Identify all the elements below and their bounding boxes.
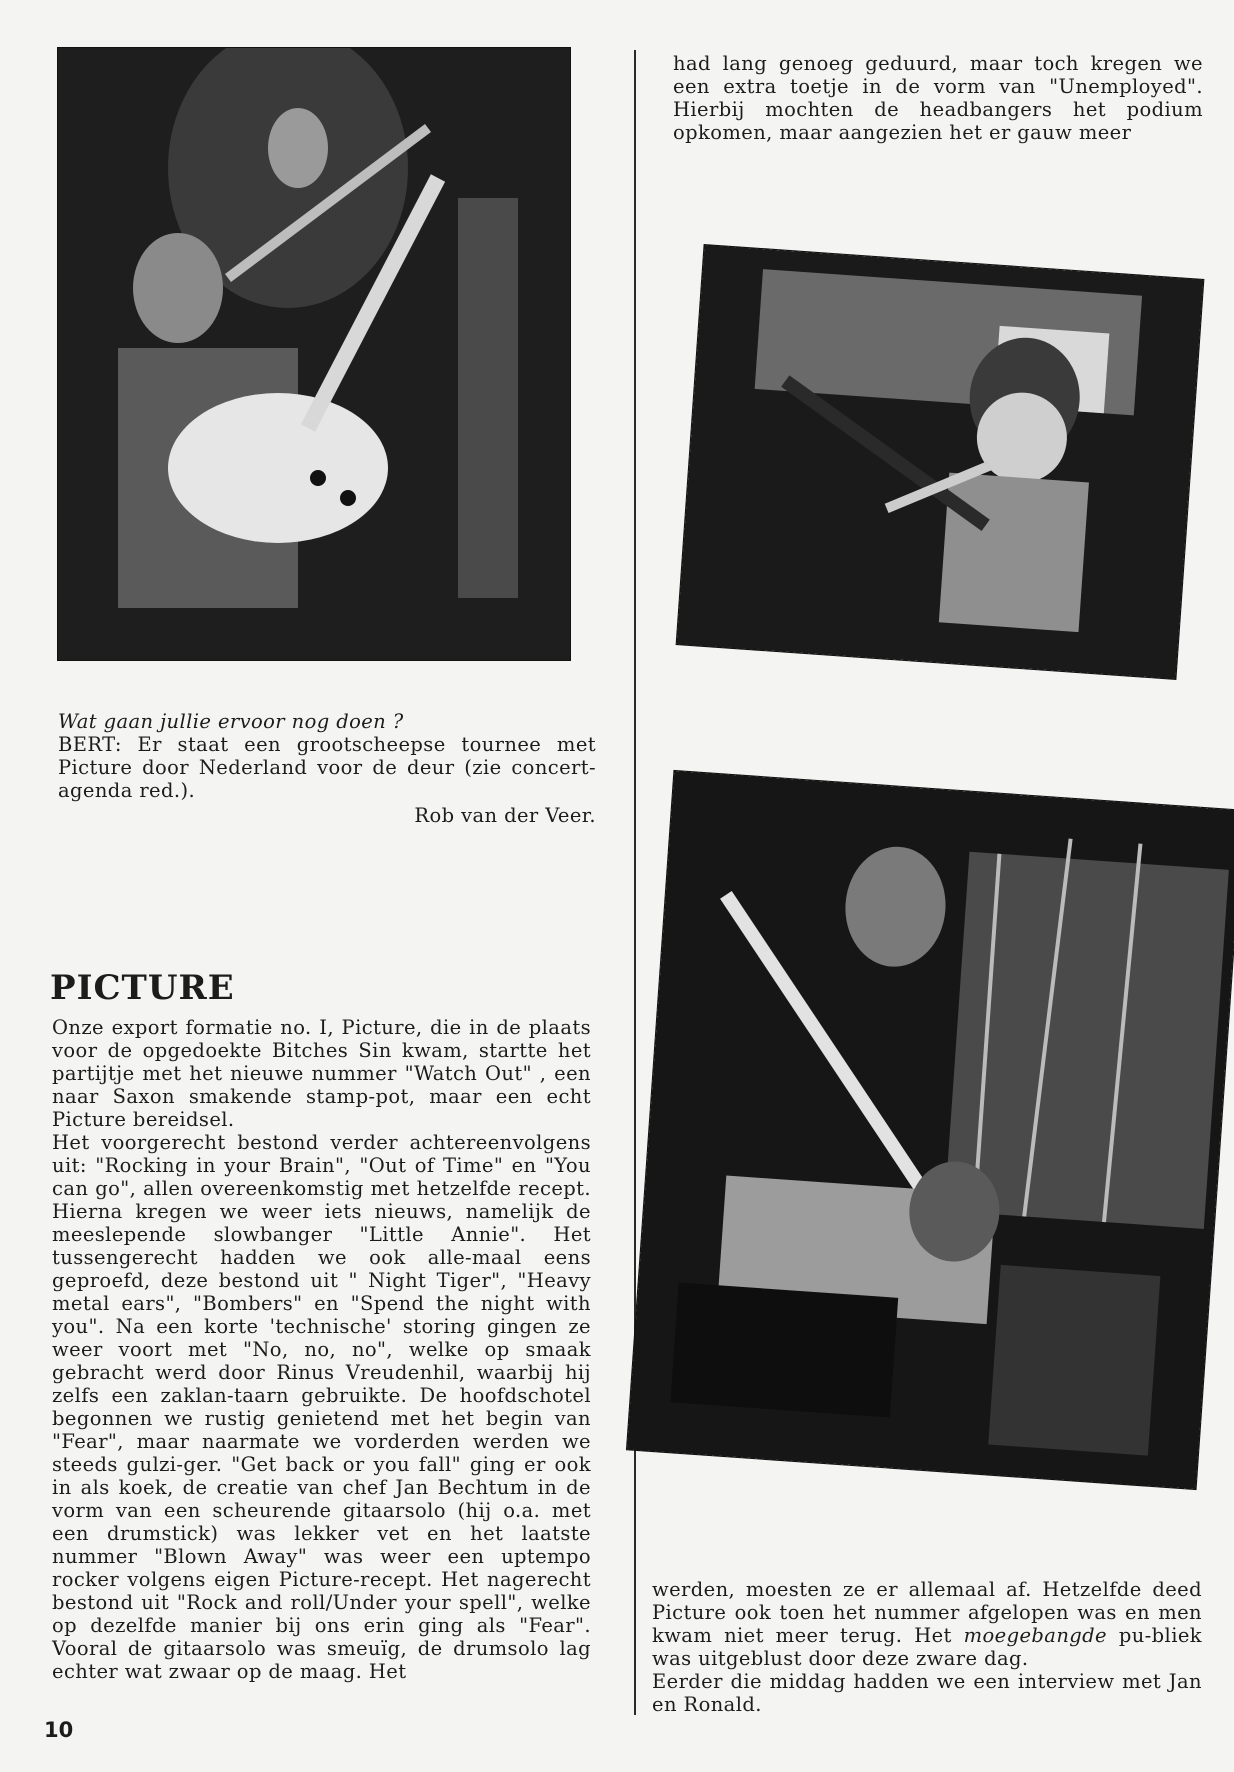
bottom-right-text-1-end: pu-bliek was uitgeblust door deze zware dag.	[652, 1624, 1202, 1670]
top-right-paragraph	[673, 52, 1203, 144]
picture-paragraph-1: Onze export formatie no. I, Picture, die in de plaats voor de opgedoekte Bitches Sin kwam, startte het partijtje met het nieuwe nummer "Watch Out" , een naar Saxon smakende stamp-pot, maar een echt Picture bereidsel.	[52, 1016, 591, 1131]
bottom-right-text-1	[652, 1578, 1202, 1670]
article-author: Rob van der Veer.	[414, 804, 596, 827]
picture-paragraph-2: Het voorgerecht bestond verder achtereenvolgens uit: "Rocking in your Brain", "Out of Time" en "You can go", allen overeenkomstig met hetzelfde recept. Hierna kregen we weer iets nieuws, namelijk de meeslepende slowbanger "Little Annie". Het tussengerecht hadden we ook alle-maal eens geproefd, deze bestond uit " Night Tiger", "Heavy metal ears", "Bombers" en "Spend the night with you". Na een korte 'technische' storing gingen ze weer voort met "No, no, no", welke op smaak gebracht werd door Rinus Vreudenhil, waarbij hij zelfs een zaklan-taarn gebruikte. De hoofdschotel begonnen we rustig genietend met het begin van "Fear", maar naarmate we vorderden werden we steeds gulzi-ger. "Get back or you fall" ging er ook in als koek, de creatie van chef Jan Bechtum in de vorm van een scheurende gitaarsolo (hij o.a. met een drumstick) was lekker vet en het laatste nummer "Blown Away" was weer een uptempo rocker volgens eigen Picture-recept. Het nagerecht bestond uit "Rock and roll/Under your spell", welke op dezelfde manier bij ons erin ging als "Fear". Vooral de gitaarsolo was smeuïg, de drumsolo lag echter wat zwaar op de maag. Het	[52, 1131, 591, 1683]
bottom-right-text-2: Eerder die middag hadden we een interview met Jan en Ronald.	[652, 1670, 1202, 1716]
interview-block	[58, 710, 596, 827]
bottom-right-paragraph	[652, 1578, 1202, 1716]
bottom-right-text-1-italic: moegebangde	[963, 1624, 1107, 1647]
photo-bassist	[677, 245, 1204, 679]
page-number: 10	[44, 1718, 74, 1742]
bottom-right-text-1-start: werden, moesten ze er allemaal af. Hetzelfde deed Picture ook toen het nummer afgelopen was en men kwam niet meer terug. Het	[652, 1578, 1202, 1647]
top-right-text: had lang genoeg geduurd, maar toch kregen we een extra toetje in de vorm van "Unemployed". Hierbij mochten de headbangers het podium opkomen, maar aangezien het er gauw meer	[673, 52, 1203, 144]
photo-guitarists	[58, 48, 570, 660]
picture-article-body	[52, 1016, 591, 1683]
column-divider	[634, 50, 636, 1715]
interview-question: Wat gaan jullie ervoor nog doen ?	[58, 710, 404, 733]
section-heading-picture: PICTURE	[50, 968, 235, 1008]
interview-answer: BERT: Er staat een grootscheepse tournee met Picture door Nederland voor de deur (zie concert-agenda red.).	[58, 733, 596, 802]
photo-singer-crouching	[627, 771, 1234, 1489]
